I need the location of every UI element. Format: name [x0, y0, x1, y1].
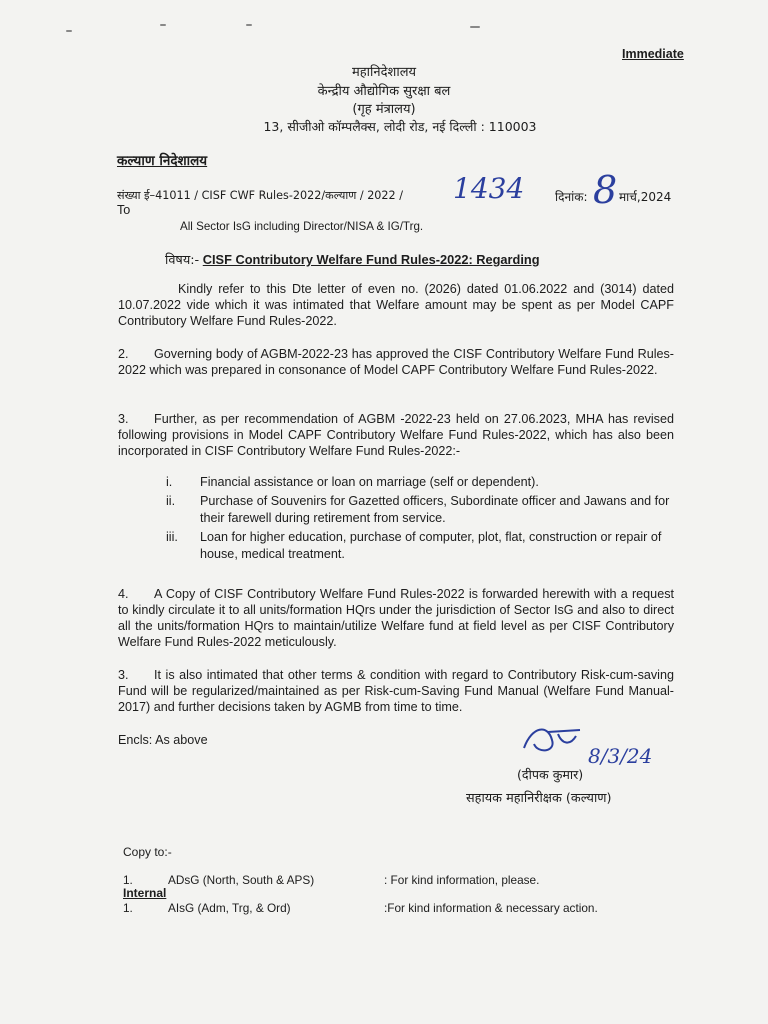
- list-item-number: iii.: [166, 530, 178, 544]
- list-item-text: Loan for higher education, purchase of computer, plot, flat, construction or repair of house, medical treatment.: [200, 530, 662, 561]
- signatory-designation: सहायक महानिरीक्षक (कल्याण): [466, 791, 612, 806]
- handwritten-date-day: 8: [593, 168, 618, 212]
- signatory-name: (दीपक कुमार): [517, 767, 584, 782]
- paragraph-5-number: 3.: [118, 668, 129, 682]
- copy-internal-number: 1.: [123, 901, 133, 915]
- list-item: [166, 529, 696, 563]
- subject-text: CISF Contributory Welfare Fund Rules-2022: Regarding: [202, 252, 540, 267]
- paragraph-3: [118, 411, 674, 459]
- paragraph-5-text: It is also intimated that other terms & condition with regard to Contributory Risk-cum-saving Fund will be regularized/maintained as per Risk-cum-Saving Fund Manual (Welfare Fund Manual-2017) and further decisions taken by AGMB from time to time.: [118, 668, 674, 714]
- letterhead-line2: केन्द्रीय औद्योगिक सुरक्षा बल: [317, 84, 451, 99]
- enclosure-note: Encls: As above: [118, 733, 208, 747]
- handwritten-letter-number: 1434: [453, 172, 525, 205]
- paragraph-3-text: Further, as per recommendation of AGBM -2022-23 held on 27.06.2023, MHA has revised following provisions in Model CAPF Contributory Welfare Fund Rules-2022, which has also been incorporated in CISF Contributory Welfare Fund Rules-2022:-: [118, 412, 674, 458]
- list-item: [166, 474, 696, 491]
- directorate-title: कल्याण निदेशालय: [117, 153, 208, 169]
- paragraph-5: [118, 667, 674, 715]
- copy-external-number: 1.: [123, 873, 133, 887]
- list-item-text: Purchase of Souvenirs for Gazetted officers, Subordinate officer and Jawans and for their farewell during retirement from service.: [200, 494, 670, 525]
- copy-to-label: Copy to:-: [123, 845, 172, 859]
- scan-speck: [160, 24, 166, 26]
- paragraph-2-text: Governing body of AGBM-2022-23 has approved the CISF Contributory Welfare Fund Rules-2022 which was prepared in consonance of Model CAPF Contributory Welfare Fund Rules-2022.: [118, 347, 674, 377]
- paragraph-4: [118, 586, 674, 650]
- paragraph-4-number: 4.: [118, 587, 129, 601]
- list-item: [166, 493, 696, 527]
- to-label: To: [117, 203, 131, 217]
- paragraph-3-number: 3.: [118, 412, 129, 426]
- letterhead-line3: (गृह मंत्रालय): [352, 102, 416, 117]
- date-label: दिनांक:: [555, 190, 588, 204]
- paragraph-4-text: A Copy of CISF Contributory Welfare Fund Rules-2022 is forwarded herewith with a request to kindly circulate it to all units/formation HQrs under the jurisdiction of Sector IsG and also to direct all the units/formation HQrs to maintain/utilize Welfare fund at field level as per CISF Contributory Welfare Fund Rules-2022 meticulously.: [118, 587, 674, 649]
- copy-external-purpose: : For kind information, please.: [384, 873, 540, 887]
- letterhead-address: 13, सीजीओ कॉम्पलैक्स, लोदी रोड, नई दिल्ली : 110003: [263, 119, 537, 134]
- subject-label: विषय:-: [165, 253, 200, 268]
- scan-speck: [246, 24, 252, 26]
- addressee: All Sector IsG including Director/NISA & IG/Trg.: [180, 220, 424, 233]
- list-item-text: Financial assistance or loan on marriage (self or dependent).: [200, 475, 539, 489]
- paragraph-2-number: 2.: [118, 347, 129, 361]
- paragraph-2: [118, 346, 674, 378]
- provisions-list: [166, 474, 696, 565]
- paragraph-1-text: Kindly refer to this Dte letter of even no. (2026) dated 01.06.2022 and (3014) dated 10.07.2022 vide which it was intimated that Welfare amount may be spent as per Model CAPF Contributory Welfare Fund Rules-2022.: [118, 282, 674, 328]
- date-month-year: मार्च,2024: [619, 190, 672, 204]
- reference-number: संख्या ई–41011 / CISF CWF Rules-2022/कल्याण / 2022 /: [117, 189, 403, 202]
- list-item-number: i.: [166, 475, 173, 489]
- copy-external-recipient: ADsG (North, South & APS): [168, 873, 315, 887]
- scan-speck: [470, 26, 480, 28]
- copy-internal-recipient: AIsG (Adm, Trg, & Ord): [168, 901, 291, 915]
- copy-internal-purpose: :For kind information & necessary action.: [384, 901, 598, 915]
- handwritten-signature-date: 8/3/24: [588, 744, 653, 768]
- list-item-number: ii.: [166, 494, 176, 508]
- letterhead-line1: महानिदेशालय: [351, 65, 417, 80]
- priority-stamp: Immediate: [622, 47, 684, 61]
- internal-heading: Internal: [123, 886, 167, 900]
- scan-speck: [66, 30, 72, 32]
- subject-line: [165, 250, 540, 268]
- paragraph-1: [118, 281, 674, 329]
